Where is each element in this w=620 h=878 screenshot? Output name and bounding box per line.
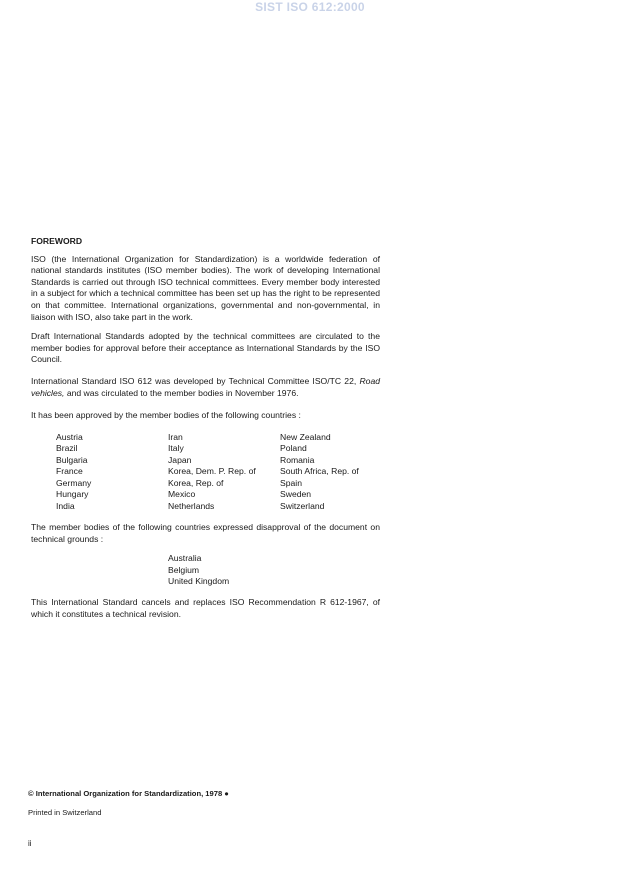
approving-countries-list bbox=[56, 432, 380, 513]
approving-country: Spain bbox=[280, 477, 302, 488]
approving-country: New Zealand bbox=[280, 431, 331, 442]
approving-country: Poland bbox=[280, 443, 307, 454]
approving-country: Korea, Dem. P. Rep. of bbox=[168, 466, 256, 477]
approving-country: Korea, Rep. of bbox=[168, 477, 224, 488]
printed-location: Printed in Switzerland bbox=[28, 808, 102, 817]
paragraph-replacement: This International Standard cancels and replaces ISO Recommendation R 612-1967, of which it constitutes a technical revision. bbox=[31, 596, 380, 619]
paragraph-development bbox=[31, 376, 380, 399]
disapproving-country: Australia bbox=[168, 553, 202, 564]
disapproving-country: Belgium bbox=[168, 564, 200, 575]
approving-country: Sweden bbox=[280, 489, 312, 500]
disapproving-countries-list bbox=[168, 553, 380, 588]
foreword-section bbox=[31, 236, 380, 620]
committee-name: Road vehicles, bbox=[31, 375, 381, 398]
paragraph-disapproval: The member bodies of the following countries expressed disapproval of the document on technical grounds : bbox=[31, 522, 380, 544]
approving-country: Germany bbox=[56, 477, 92, 488]
page-number: ii bbox=[28, 839, 32, 848]
foreword-heading: FOREWORD bbox=[31, 236, 83, 246]
copyright-notice: © International Organization for Standardization, 1978 ● bbox=[28, 789, 229, 798]
approving-country: Italy bbox=[168, 443, 184, 454]
paragraph-iso-description: ISO (the International Organization for Standardization) is a worldwide federation of national standards institutes (ISO member bodies). The work of developing International Standards is carried out through ISO technical committees. Every member body interested in a subject for which a technical committee has been set up has the right to be represented on that committee. International organizations, governmental and non-governmental, in liaison with ISO, also take part in the work. bbox=[31, 253, 380, 322]
paragraph-approval: It has been approved by the member bodies of the following countries : bbox=[31, 410, 301, 421]
disapproving-country: United Kingdom bbox=[168, 576, 230, 587]
approving-country: Netherlands bbox=[168, 500, 215, 511]
approving-country: Mexico bbox=[168, 489, 196, 500]
approving-country: Switzerland bbox=[280, 500, 325, 511]
approving-country: France bbox=[56, 466, 83, 477]
approving-country: Brazil bbox=[56, 443, 78, 454]
approving-country: South Africa, Rep. of bbox=[280, 466, 359, 477]
development-text-start: International Standard ISO 612 was developed by Technical Committee ISO/TC 22, bbox=[31, 375, 357, 386]
approving-country: Bulgaria bbox=[56, 454, 88, 465]
approving-country: Romania bbox=[280, 454, 315, 465]
approving-country: Iran bbox=[168, 431, 183, 442]
document-watermark: SIST ISO 612:2000 bbox=[255, 0, 365, 14]
approving-country: India bbox=[56, 500, 75, 511]
approving-country: Hungary bbox=[56, 489, 89, 500]
approving-country: Austria bbox=[56, 431, 83, 442]
development-text-end: and was circulated to the member bodies in November 1976. bbox=[66, 387, 299, 398]
paragraph-draft-standards: Draft International Standards adopted by the technical committees are circulated to the member bodies for approval before their acceptance as International Standards by the ISO Council. bbox=[31, 331, 380, 365]
approving-country: Japan bbox=[168, 454, 192, 465]
